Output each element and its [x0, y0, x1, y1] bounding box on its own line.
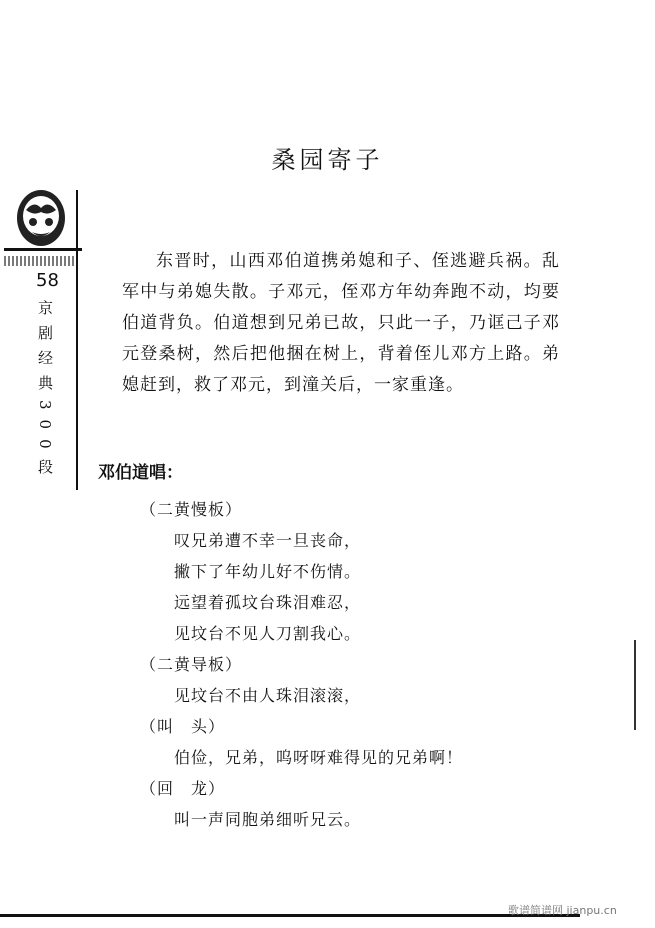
- lyric-line: 远望着孤坟台珠泪难忍，: [174, 593, 362, 612]
- intro-paragraph: 东晋时，山西邓伯道携弟媳和子、侄逃避兵祸。乱军中与弟媳失散。子邓元，侄邓方年幼奔跑不动，均要伯道背负。伯道想到兄弟已故，只此一子，乃诓己子邓元登桑树，然后把他捆在树上，背着侄儿邓方上路。弟媳赶到，救了邓元，到潼关后，一家重逢。: [122, 251, 560, 395]
- book-title: 京剧经典300段: [36, 300, 54, 484]
- lyric-cue: （二黄慢板）: [140, 500, 243, 519]
- sidebar-vertical-rule: [76, 190, 78, 490]
- lyrics-section: [140, 494, 570, 835]
- lyric-cue: （叫 头）: [140, 717, 226, 736]
- intro-section: [122, 246, 560, 401]
- lyric-line: 见坟台不见人刀割我心。: [174, 624, 362, 643]
- lyric-line: 叹兄弟遭不幸一旦丧命，: [174, 531, 362, 550]
- sidebar-horizontal-rule: [4, 248, 82, 251]
- lyric-cue: （回 龙）: [140, 779, 226, 798]
- page-number: 58: [36, 270, 59, 291]
- opera-mask-icon: [14, 186, 68, 248]
- singer-label: 邓伯道唱：: [98, 463, 183, 483]
- lyric-line: 叫一声同胞弟细听兄云。: [174, 810, 362, 829]
- lyric-line: 撇下了年幼儿好不伤情。: [174, 562, 362, 581]
- lyric-cue: （二黄导板）: [140, 655, 243, 674]
- lyric-line: 见坟台不由人珠泪滚滚，: [174, 686, 362, 705]
- lyric-line: 伯俭，兄弟，呜呀呀难得见的兄弟啊！: [174, 748, 464, 767]
- margin-mark: [634, 640, 636, 730]
- sidebar-pattern-band: [4, 256, 76, 266]
- bottom-rule: [0, 914, 580, 917]
- watermark: 歌谱简谱网 jianpu.cn: [508, 904, 617, 917]
- page-title: 桑园寄子: [271, 146, 384, 174]
